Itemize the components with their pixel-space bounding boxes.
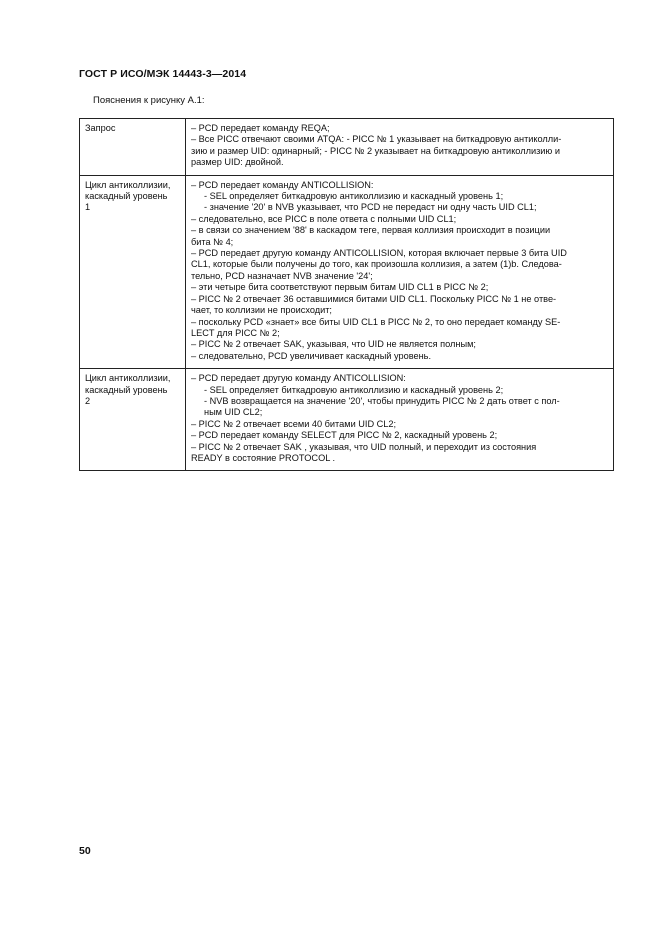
label-line: 1 [85, 202, 91, 213]
table-line: бита № 4; [191, 236, 234, 247]
page-number: 50 [79, 845, 91, 857]
table-line: – PICC № 2 отвечает SAK , указывая, что UID полный, и переходит из состояния [191, 441, 537, 452]
row-content-cascade-2 [186, 369, 614, 471]
document-header-code: ГОСТ Р ИСО/МЭК 14443-3—2014 [79, 68, 247, 80]
row-label-cascade-2 [80, 369, 186, 471]
table-line: зию и размер UID: одинарный; - PICC № 2 указывает на биткадровую антиколлизию и [191, 145, 560, 156]
table-line: – эти четыре бита соответствуют первым битам UID CL1 в PICC № 2; [191, 282, 489, 293]
table-line: – PICC № 2 отвечает всеми 40 битами UID CL2; [191, 418, 397, 429]
table-line: - значение '20' в NVB указывает, что PCD не передаст ни одну часть UID CL1; [204, 202, 537, 213]
table-line: чает, то коллизии не происходит; [191, 305, 332, 316]
row-content-cascade-1 [186, 175, 614, 369]
figure-caption: Пояснения к рисунку А.1: [93, 95, 205, 106]
table-row [80, 369, 614, 471]
explanation-table [79, 118, 614, 471]
table-line: – PCD передает другую команду ANTICOLLISION: [191, 373, 406, 384]
row-label-request: Запрос [80, 119, 186, 176]
label-line: Цикл антиколлизии, [85, 179, 171, 190]
table-line: ным UID CL2; [204, 407, 263, 418]
table-line: – Все PICC отвечают своими ATQA: - PICC № 1 указывает на биткадровую антиколли- [191, 134, 562, 145]
table-line: – в связи со значением '88' в каскадом теге, первая коллизия происходит в позиции [191, 225, 551, 236]
row-content-request [186, 119, 614, 176]
table-line: – PICC № 2 отвечает 36 оставшимися битами UID CL1. Поскольку PICC № 1 не отве- [191, 293, 557, 304]
table-line: READY в состояние PROTOCOL . [191, 452, 336, 463]
table-line: размер UID: двойной. [191, 157, 284, 168]
table-line: - SEL определяет биткадровую антиколлизию и каскадный уровень 1; [204, 191, 504, 202]
row-label-cascade-1 [80, 175, 186, 369]
table-line: тельно, PCD назначает NVB значение '24'; [191, 270, 373, 281]
table-line: – PICC № 2 отвечает SAK, указывая, что UID не является полным; [191, 339, 476, 350]
table-line: – PCD передает команду SELECT для PICC № 2, каскадный уровень 2; [191, 430, 498, 441]
table-line: – PCD передает команду ANTICOLLISION: [191, 179, 374, 190]
table-row [80, 175, 614, 369]
table-line: CL1, которые были получены до того, как произошла коллизия, а затем (1)b. Следова- [191, 259, 562, 270]
table-line: - NVB возвращается на значение '20', чтобы принудить PICC № 2 дать ответ с пол- [204, 395, 560, 406]
label-line: 2 [85, 395, 91, 406]
table-row [80, 119, 614, 176]
table-line: - SEL определяет биткадровую антиколлизию и каскадный уровень 2; [204, 384, 504, 395]
table-line: – следовательно, все PICC в поле ответа с полными UID CL1; [191, 213, 457, 224]
label-line: Цикл антиколлизии, [85, 373, 171, 384]
table-line: – PCD передает другую команду ANTICOLLISION, которая включает первые 3 бита UID [191, 248, 567, 259]
table-line: LECT для PICC № 2; [191, 327, 280, 338]
label-line: каскадный уровень [85, 384, 168, 395]
table-line: – PCD передает команду REQA; [191, 123, 330, 133]
table-line: – следовательно, PCD увеличивает каскадный уровень. [191, 350, 432, 361]
table-line: – поскольку PCD «знает» все биты UID CL1 в PICC № 2, то оно передает команду SE- [191, 316, 561, 327]
label-line: каскадный уровень [85, 191, 168, 202]
